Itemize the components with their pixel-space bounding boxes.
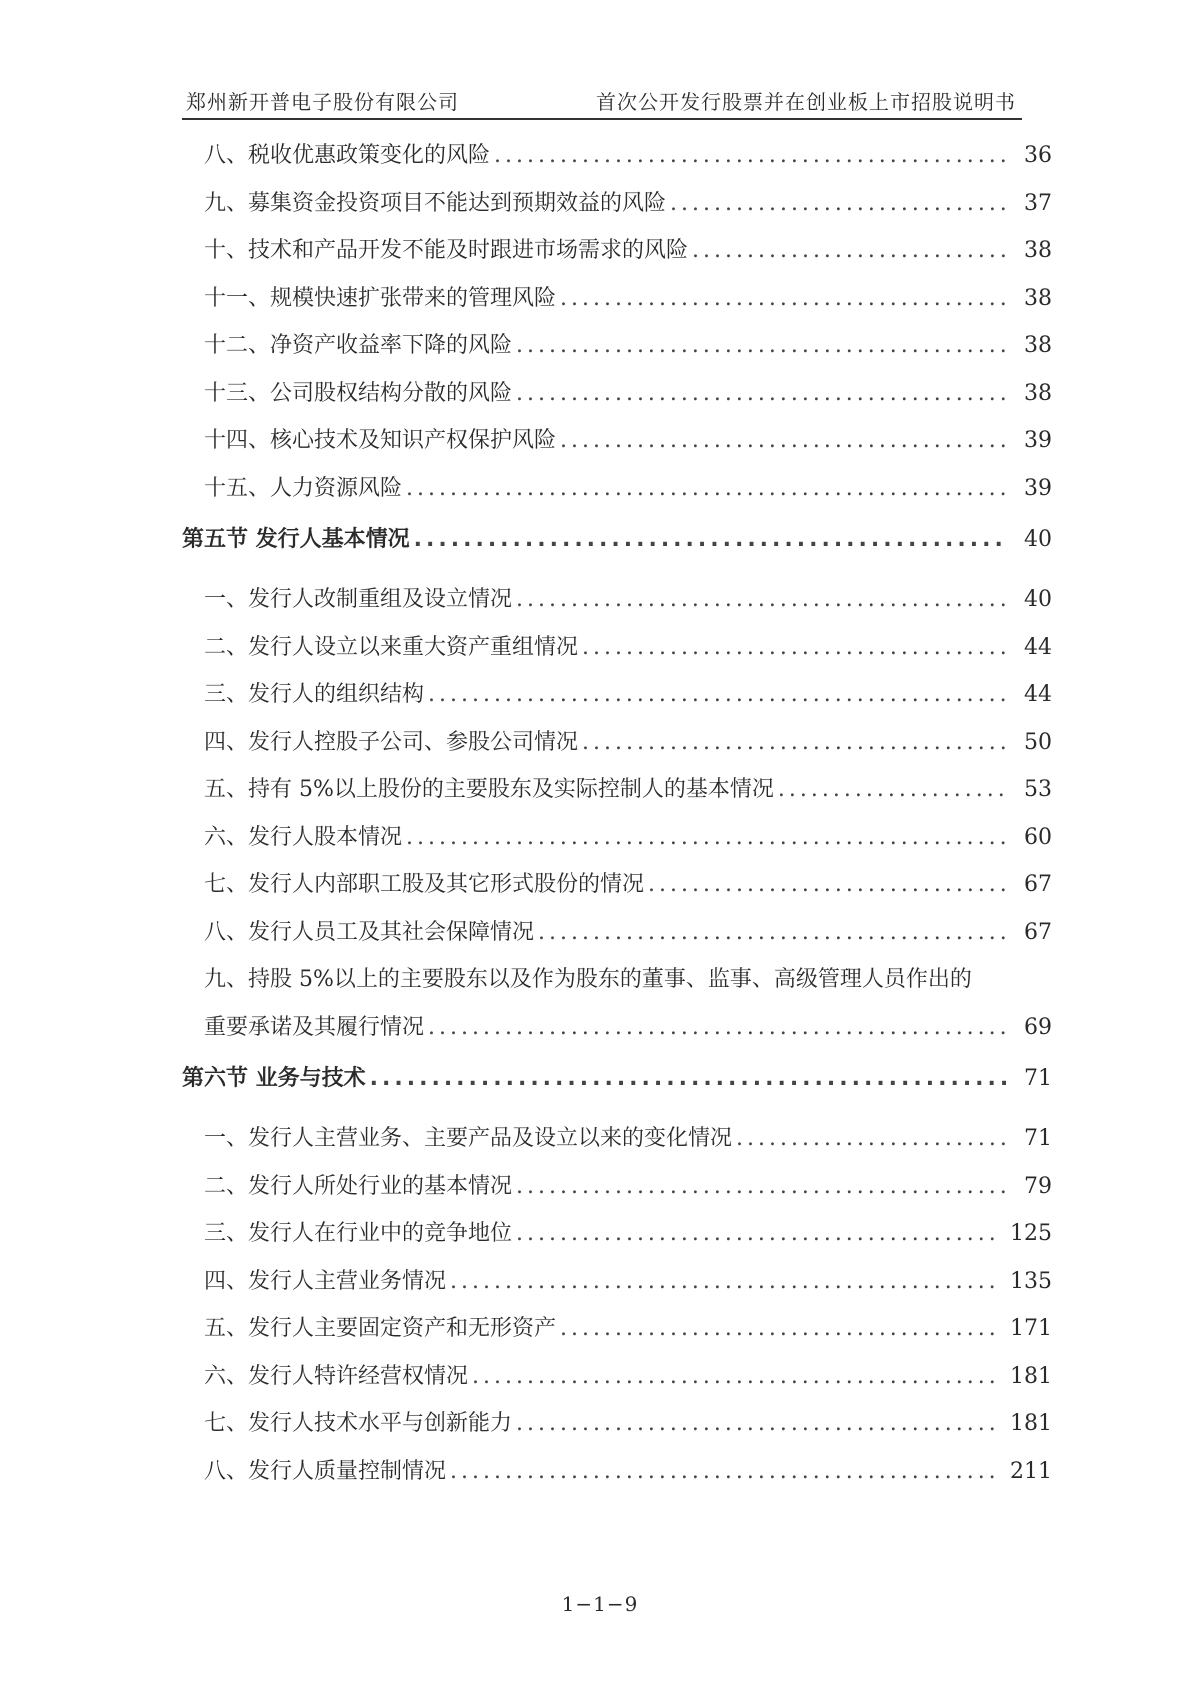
toc-entry[interactable] — [182, 1406, 1052, 1454]
toc-dot-leader — [670, 191, 1008, 216]
toc-entry[interactable] — [182, 1121, 1052, 1169]
table-of-contents — [182, 138, 1052, 1501]
toc-entry-page: 40 — [1024, 527, 1052, 552]
toc-entry-page: 69 — [1024, 1014, 1052, 1040]
toc-entry-title: 十二、净资产收益率下降的风险 — [204, 333, 513, 358]
toc-dot-leader — [516, 1221, 1000, 1246]
toc-section-entry[interactable] — [182, 1057, 1052, 1121]
toc-entry[interactable] — [182, 1169, 1052, 1217]
toc-section-entry[interactable] — [182, 518, 1052, 582]
toc-entry-page: 171 — [1010, 1316, 1052, 1341]
toc-entry-page: 38 — [1024, 285, 1052, 311]
toc-entry-page: 71 — [1024, 1066, 1052, 1091]
toc-entry-title: 九、募集资金投资项目不能达到预期效益的风险 — [204, 190, 667, 216]
toc-entry-title: 五、持有 5%以上股份的主要股东及实际控制人的基本情况 — [204, 777, 774, 802]
toc-entry-page: 135 — [1010, 1268, 1052, 1294]
toc-entry-title: 五、发行人主要固定资产和无形资产 — [204, 1316, 557, 1341]
toc-dot-leader — [428, 1015, 1008, 1040]
toc-dot-leader — [370, 1066, 1008, 1091]
toc-entry-title: 六、发行人股本情况 — [204, 824, 403, 850]
toc-entry-page: 44 — [1024, 634, 1052, 660]
toc-dot-leader — [406, 825, 1008, 850]
toc-entry[interactable] — [182, 1010, 1052, 1058]
toc-entry-page: 211 — [1010, 1458, 1052, 1484]
toc-entry-page: 38 — [1024, 380, 1052, 406]
toc-entry-title: 十一、规模快速扩张带来的管理风险 — [204, 285, 557, 311]
toc-dot-leader — [450, 1269, 1000, 1294]
toc-dot-leader — [582, 635, 1008, 660]
toc-entry-page: 125 — [1010, 1221, 1052, 1246]
toc-entry-page: 79 — [1024, 1173, 1052, 1199]
page-number: 1−1−9 — [561, 1592, 639, 1616]
toc-entry[interactable] — [182, 233, 1052, 281]
toc-entry[interactable] — [182, 138, 1052, 186]
toc-entry-page: 37 — [1024, 190, 1052, 216]
toc-entry-title: 第五节 发行人基本情况 — [182, 527, 410, 552]
toc-entry-title: 三、发行人在行业中的竞争地位 — [204, 1221, 513, 1246]
toc-entry-title: 三、发行人的组织结构 — [204, 682, 425, 707]
toc-entry[interactable] — [182, 677, 1052, 725]
toc-entry[interactable] — [182, 772, 1052, 820]
toc-entry[interactable] — [182, 1264, 1052, 1312]
toc-entry[interactable] — [182, 1359, 1052, 1407]
toc-entry-title: 七、发行人技术水平与创新能力 — [204, 1411, 513, 1436]
toc-dot-leader — [736, 1126, 1008, 1151]
toc-dot-leader — [516, 587, 1008, 612]
toc-entry-title: 十三、公司股权结构分散的风险 — [204, 380, 513, 406]
toc-entry-page: 181 — [1010, 1411, 1052, 1436]
toc-entry-title: 四、发行人主营业务情况 — [204, 1268, 447, 1294]
toc-entry[interactable] — [182, 423, 1052, 471]
toc-dot-leader — [538, 920, 1008, 945]
toc-dot-leader — [516, 1411, 1000, 1436]
toc-entry-page: 39 — [1024, 475, 1052, 501]
toc-entry-page: 38 — [1024, 333, 1052, 358]
toc-entry-page: 53 — [1024, 777, 1052, 802]
toc-entry-title: 十五、人力资源风险 — [204, 475, 403, 501]
toc-entry[interactable] — [182, 867, 1052, 915]
toc-dot-leader — [414, 527, 1008, 552]
page-header — [182, 84, 1022, 120]
header-company: 郑州新开普电子股份有限公司 — [186, 90, 459, 114]
toc-entry[interactable] — [182, 1216, 1052, 1264]
toc-entry[interactable] — [182, 1454, 1052, 1502]
toc-entry[interactable] — [182, 582, 1052, 630]
toc-dot-leader — [560, 286, 1008, 311]
toc-entry-title: 一、发行人改制重组及设立情况 — [204, 587, 513, 612]
toc-dot-leader — [778, 777, 1008, 802]
toc-dot-leader — [516, 381, 1008, 406]
toc-entry-title: 八、发行人员工及其社会保障情况 — [204, 919, 535, 945]
toc-entry-page: 71 — [1024, 1126, 1052, 1151]
toc-entry[interactable] — [182, 281, 1052, 329]
toc-entry[interactable] — [182, 186, 1052, 234]
toc-entry-title: 八、发行人质量控制情况 — [204, 1458, 447, 1484]
toc-dot-leader — [648, 872, 1008, 897]
toc-entry[interactable] — [182, 376, 1052, 424]
toc-entry-title: 重要承诺及其履行情况 — [204, 1014, 425, 1040]
toc-entry-title: 第六节 业务与技术 — [182, 1066, 366, 1091]
toc-entry[interactable] — [182, 1311, 1052, 1359]
toc-dot-leader — [692, 238, 1008, 263]
toc-entry-page: 60 — [1024, 824, 1052, 850]
toc-entry-title: 四、发行人控股子公司、参股公司情况 — [204, 729, 579, 755]
toc-entry-title: 二、发行人设立以来重大资产重组情况 — [204, 634, 579, 660]
toc-dot-leader — [494, 143, 1008, 168]
toc-dot-leader — [472, 1364, 1000, 1389]
toc-entry-page: 40 — [1024, 587, 1052, 612]
toc-entry-page: 39 — [1024, 428, 1052, 453]
toc-dot-leader — [406, 476, 1008, 501]
toc-dot-leader — [450, 1459, 1000, 1484]
toc-entry[interactable] — [182, 915, 1052, 963]
toc-entry-title: 九、持股 5%以上的主要股东以及作为股东的董事、监事、高级管理人员作出的 — [204, 967, 972, 992]
toc-dot-leader — [560, 428, 1008, 453]
toc-entry-title: 八、税收优惠政策变化的风险 — [204, 143, 491, 168]
toc-entry-page: 67 — [1024, 919, 1052, 945]
toc-entry-title: 七、发行人内部职工股及其它形式股份的情况 — [204, 872, 645, 897]
toc-entry-page: 36 — [1024, 143, 1052, 168]
toc-entry-title: 十、技术和产品开发不能及时跟进市场需求的风险 — [204, 238, 689, 263]
toc-entry[interactable] — [182, 962, 1052, 1010]
toc-entry-page: 67 — [1024, 872, 1052, 897]
toc-dot-leader — [582, 730, 1008, 755]
toc-entry[interactable] — [182, 820, 1052, 868]
toc-entry-title: 十四、核心技术及知识产权保护风险 — [204, 428, 557, 453]
toc-entry[interactable] — [182, 725, 1052, 773]
toc-dot-leader — [560, 1316, 1000, 1341]
toc-dot-leader — [428, 682, 1008, 707]
toc-dot-leader — [516, 333, 1008, 358]
toc-entry[interactable] — [182, 630, 1052, 678]
toc-entry[interactable] — [182, 328, 1052, 376]
toc-entry[interactable] — [182, 471, 1052, 519]
header-doc-title: 首次公开发行股票并在创业板上市招股说明书 — [596, 90, 1016, 114]
toc-entry-page: 44 — [1024, 682, 1052, 707]
toc-entry-page: 181 — [1010, 1363, 1052, 1389]
toc-entry-page: 50 — [1024, 729, 1052, 755]
toc-entry-title: 六、发行人特许经营权情况 — [204, 1363, 469, 1389]
toc-entry-title: 一、发行人主营业务、主要产品及设立以来的变化情况 — [204, 1126, 733, 1151]
toc-entry-title: 二、发行人所处行业的基本情况 — [204, 1173, 513, 1199]
toc-dot-leader — [516, 1174, 1008, 1199]
toc-entry-page: 38 — [1024, 238, 1052, 263]
